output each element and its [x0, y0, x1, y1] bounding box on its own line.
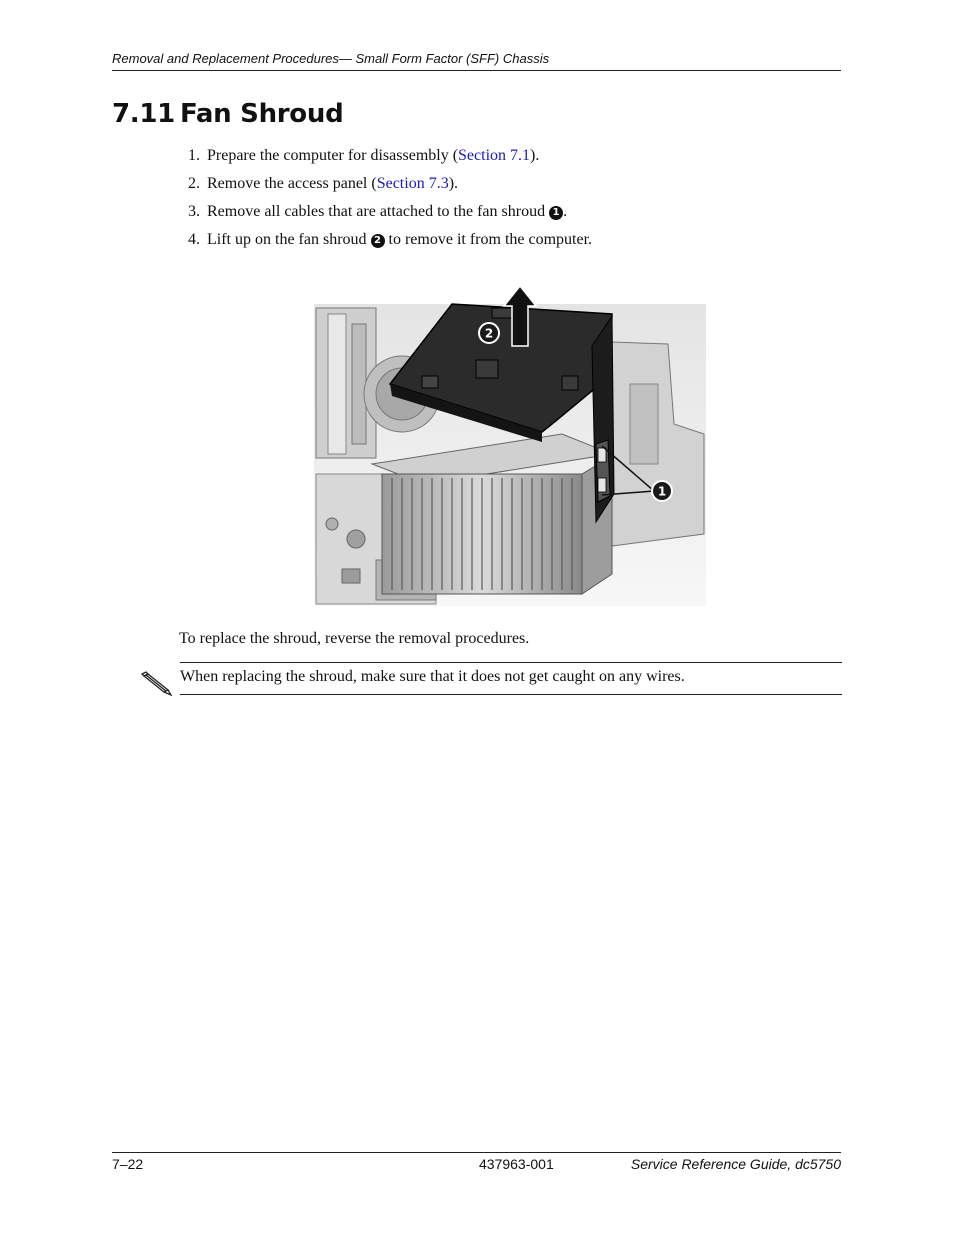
section-title	[112, 99, 343, 129]
section-number: 7.11	[112, 99, 175, 129]
step-number: 4.	[188, 231, 200, 248]
pencil-note-icon	[140, 670, 174, 696]
callout-2-icon: 2	[371, 234, 385, 248]
callout-1-icon: 1	[549, 206, 563, 220]
fan-shroud-illustration	[312, 284, 708, 608]
running-header	[112, 51, 841, 71]
note-rule-bottom	[180, 694, 842, 695]
step-text-end: .	[563, 203, 568, 220]
section-link[interactable]: Section 7.3	[376, 175, 449, 192]
procedure-steps	[188, 146, 828, 258]
step-text-end: ).	[530, 147, 540, 164]
step-text: Remove all cables that are attached to the fan shroud	[207, 203, 550, 220]
step-text-end: ).	[448, 175, 459, 192]
page-footer	[112, 1152, 841, 1176]
step-text: Prepare the computer for disassembly (	[207, 147, 459, 164]
step-3	[188, 202, 828, 230]
step-number: 3.	[188, 203, 200, 220]
replace-instructions: To replace the shroud, reverse the removal procedures.	[179, 630, 530, 647]
step-number: 1.	[188, 147, 200, 164]
figure-callout-1-label: 1	[657, 484, 667, 499]
note-rule-top	[180, 662, 842, 663]
step-2	[188, 174, 828, 202]
step-number: 2.	[188, 175, 200, 192]
section-link[interactable]: Section 7.1	[458, 147, 531, 164]
running-header-text: Removal and Replacement Procedures— Small Form Factor (SFF) Chassis	[112, 51, 550, 66]
note-text: When replacing the shroud, make sure that it does not get caught on any wires.	[180, 668, 685, 685]
figure-callout-2-label: 2	[484, 326, 494, 341]
step-text: Lift up on the fan shroud	[207, 231, 371, 248]
footer-page-number: 7–22	[112, 1156, 144, 1172]
section-title-text: Fan Shroud	[180, 99, 344, 129]
footer-guide-title: Service Reference Guide, dc5750	[630, 1156, 841, 1172]
footer-part-number: 437963-001	[479, 1156, 554, 1172]
step-4	[188, 230, 828, 258]
step-text: Remove the access panel (	[207, 175, 377, 192]
step-1	[188, 146, 828, 174]
step-text-end: to remove it from the computer.	[384, 231, 593, 248]
